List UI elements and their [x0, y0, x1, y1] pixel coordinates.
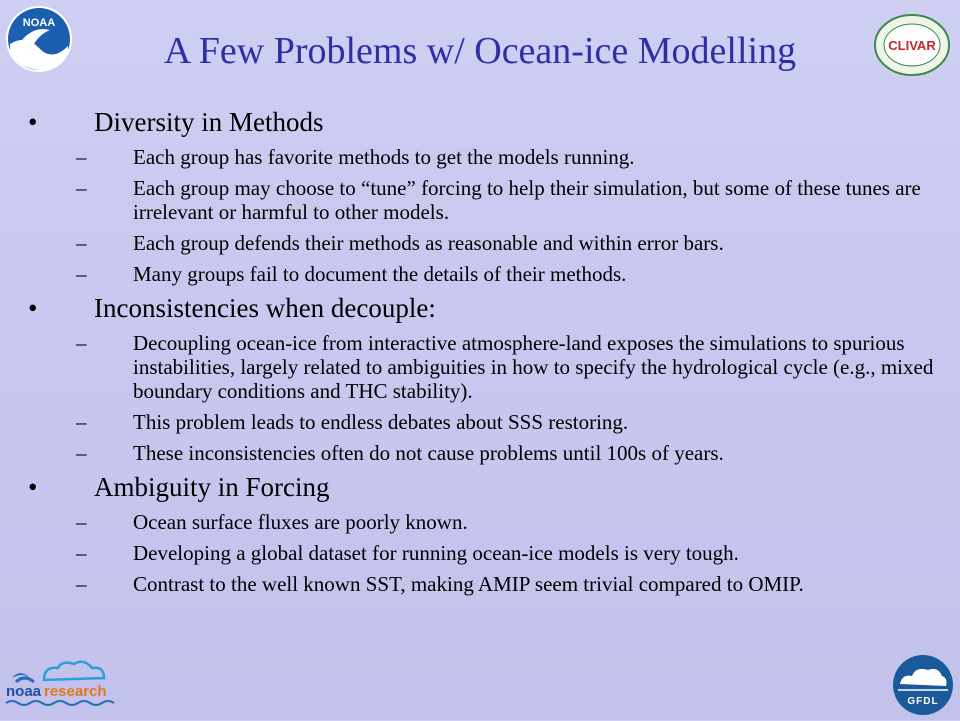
sub-bullet — [0, 572, 960, 596]
dash-marker: – — [76, 572, 87, 596]
sub-bullet — [0, 331, 960, 403]
bullet-marker: • — [28, 293, 38, 323]
noaa-logo-text: NOAA — [22, 17, 56, 29]
dash-marker: – — [76, 441, 87, 465]
sub-bullet — [0, 510, 960, 534]
sub-bullet-text: Each group has favorite methods to get the models running. — [133, 145, 635, 169]
dash-marker: – — [76, 145, 87, 169]
sub-bullet-text: Decoupling ocean-ice from interactive atmosphere-land exposes the simulations to spurious instabilities, largely related to ambiguities in how to specify the hydrological cycle (e.g., mixed boundary conditions and THC stability). — [133, 331, 934, 403]
noaa-research-logo — [4, 656, 120, 708]
dash-marker: – — [76, 510, 87, 534]
sub-bullet-text: Ocean surface fluxes are poorly known. — [133, 510, 468, 534]
sub-bullet — [0, 176, 960, 224]
bullet-marker: • — [28, 107, 38, 137]
sub-bullet — [0, 541, 960, 565]
bullet-ambiguity-in-forcing — [0, 471, 960, 503]
gfdl-logo-text: GFDL — [907, 696, 939, 707]
gfdl-logo — [890, 654, 956, 716]
noaa-research-logo-research: research — [44, 683, 107, 700]
dash-marker: – — [76, 331, 87, 355]
sub-bullet — [0, 231, 960, 255]
sub-bullet-text: Contrast to the well known SST, making AMIP seem trivial compared to OMIP. — [133, 572, 804, 596]
sub-bullet — [0, 410, 960, 434]
section-heading: Ambiguity in Forcing — [94, 472, 330, 502]
sub-bullet — [0, 145, 960, 169]
sub-bullet-text: Each group may choose to “tune” forcing to help their simulation, but some of these tunes are irrelevant or harmful to other models. — [133, 176, 921, 224]
sub-bullet — [0, 441, 960, 465]
slide-title: A Few Problems w/ Ocean-ice Modelling — [163, 30, 797, 72]
bullet-marker: • — [28, 472, 38, 502]
section-heading: Diversity in Methods — [94, 107, 324, 137]
sub-bullet-text: These inconsistencies often do not cause problems until 100s of years. — [133, 441, 724, 465]
sub-bullet-text: Many groups fail to document the details of their methods. — [133, 262, 627, 286]
sub-bullet-text: This problem leads to endless debates about SSS restoring. — [133, 410, 629, 434]
sub-bullet-text: Each group defends their methods as reasonable and within error bars. — [133, 231, 724, 255]
dash-marker: – — [76, 262, 87, 286]
dash-marker: – — [76, 410, 87, 434]
bullet-inconsistencies — [0, 292, 960, 324]
dash-marker: – — [76, 176, 87, 200]
bullet-diversity-in-methods — [0, 106, 960, 138]
sub-bullet — [0, 262, 960, 286]
section-heading: Inconsistencies when decouple: — [94, 293, 436, 323]
noaa-research-logo-noaa: noaa — [6, 683, 42, 700]
slide-content — [0, 100, 960, 596]
sub-bullet-text: Developing a global dataset for running ocean-ice models is very tough. — [133, 541, 739, 565]
dash-marker: – — [76, 231, 87, 255]
dash-marker: – — [76, 541, 87, 565]
clivar-logo-text: CLIVAR — [888, 38, 936, 53]
